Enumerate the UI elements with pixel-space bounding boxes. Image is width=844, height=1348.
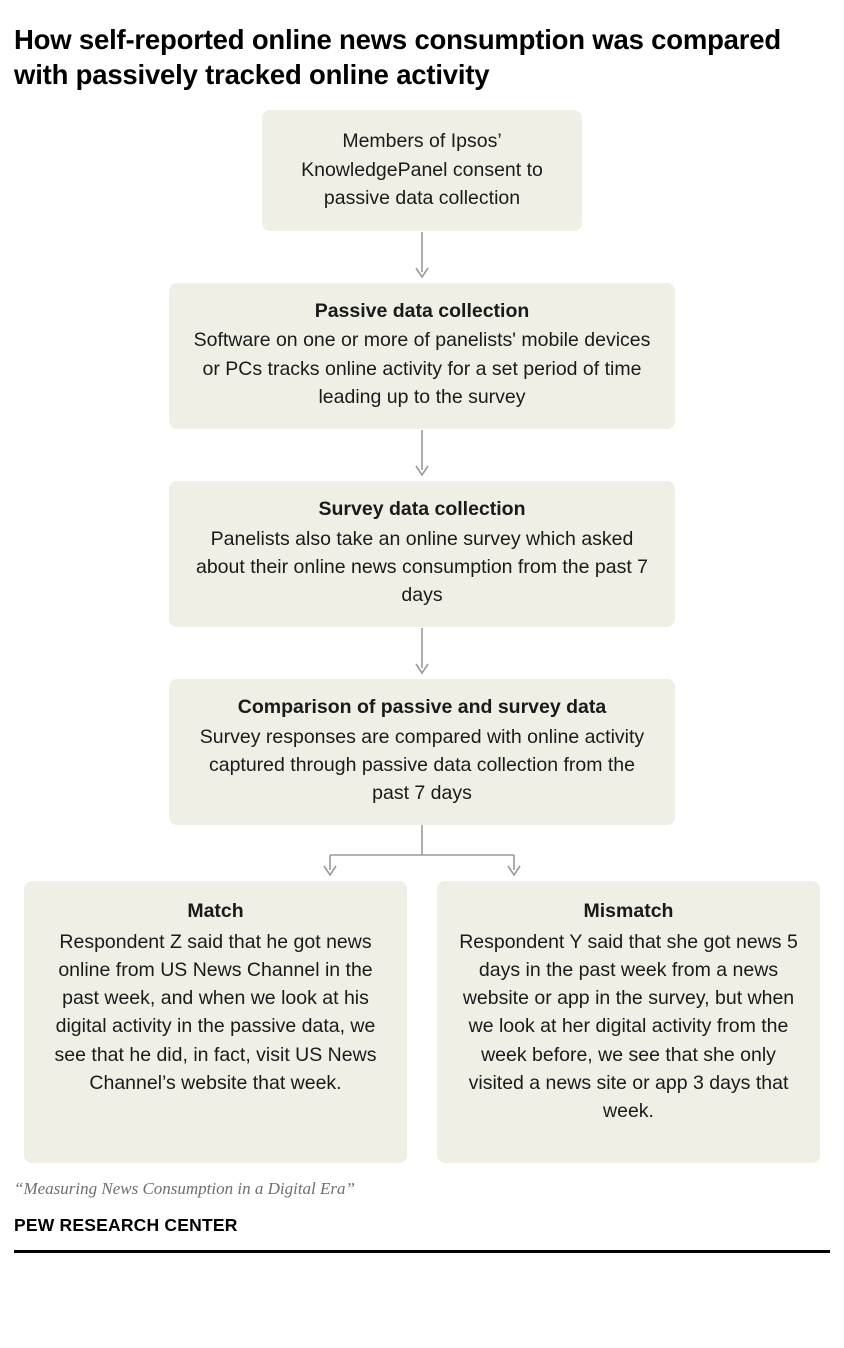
- arrow-survey-to-comparison: [10, 627, 834, 679]
- flow-node-mismatch-header: Mismatch: [583, 900, 674, 923]
- flow-node-mismatch: [437, 881, 820, 1163]
- flow-node-survey-data-collection-header: Survey data collection: [318, 498, 526, 521]
- outcome-row: [24, 881, 820, 1163]
- flow-node-match-body: Respondent Z said that he got news online from US News Channel in the past week, and when we look at his digital activity in the passive data, we see that he did, in fact, visit US News Channel’s website that week.: [54, 930, 377, 1094]
- flow-node-consent: [262, 110, 582, 231]
- flow-node-match: [24, 881, 407, 1163]
- arrow-consent-to-passive: [10, 231, 834, 283]
- flow-node-mismatch-body: Respondent Y said that she got news 5 days in the past week from a news website or app in the survey, but when we look at her digital activity from the week before, we see that she only visited a news site or app 3 days that week.: [459, 930, 798, 1123]
- flow-node-comparison: [169, 679, 675, 825]
- flow-node-passive-data-collection: [169, 283, 675, 429]
- flow-node-consent-body: Members of Ipsos’ KnowledgePanel consent to passive data collection: [301, 130, 543, 209]
- footer-rule: [14, 1250, 830, 1253]
- source-note: “Measuring News Consumption in a Digital Era”: [14, 1179, 355, 1199]
- flow-node-survey-data-collection: [169, 481, 675, 627]
- flow-node-comparison-body: Survey responses are compared with online activity captured through passive data collection from the past 7 days: [199, 725, 645, 805]
- flowchart: [10, 110, 834, 1163]
- arrow-split-to-outcomes: [10, 825, 834, 881]
- arrow-passive-to-survey: [10, 429, 834, 481]
- flow-node-passive-data-collection-header: Passive data collection: [314, 300, 530, 323]
- flow-node-comparison-header: Comparison of passive and survey data: [237, 696, 607, 719]
- organization-footer: PEW RESEARCH CENTER: [14, 1215, 238, 1236]
- page-title: How self-reported online news consumption was compared with passively tracked online activity: [14, 24, 781, 91]
- flow-node-survey-data-collection-body: Panelists also take an online survey which asked about their online news consumption from the past 7 days: [195, 527, 648, 607]
- flow-node-match-header: Match: [187, 900, 244, 923]
- flow-node-passive-data-collection-body: Software on one or more of panelists' mobile devices or PCs tracks online activity for a set period of time leading up to the survey: [193, 329, 651, 408]
